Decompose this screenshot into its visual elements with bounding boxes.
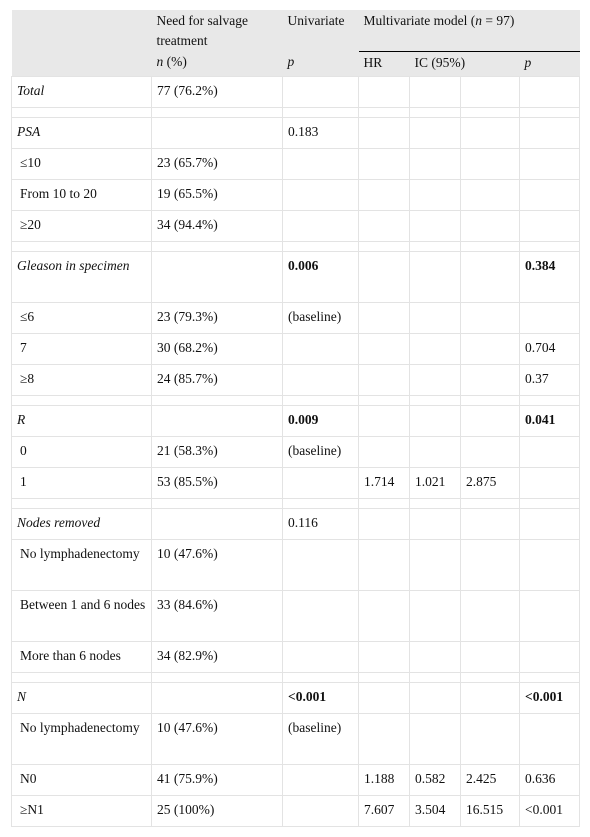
table-header [12, 10, 580, 76]
univariate-cell: 0.183 [283, 117, 359, 148]
need-cell: 41 (75.9%) [152, 764, 283, 795]
row-label: 0 [12, 436, 152, 467]
spacer-row [12, 241, 580, 251]
p-cell: 0.384 [520, 251, 580, 302]
need-cell: 19 (65.5%) [152, 179, 283, 210]
row-label: ≥N1 [12, 795, 152, 826]
table-row [12, 210, 580, 241]
table-row [12, 302, 580, 333]
table-row [12, 795, 580, 826]
p-cell: 0.704 [520, 333, 580, 364]
ci-high-cell: 2.875 [461, 467, 520, 498]
header-need-sub: n (%) [152, 51, 283, 76]
row-label: From 10 to 20 [12, 179, 152, 210]
p-cell: 0.041 [520, 405, 580, 436]
need-cell: 25 (100%) [152, 795, 283, 826]
univariate-cell: 0.009 [283, 405, 359, 436]
p-cell: <0.001 [520, 682, 580, 713]
need-cell: 23 (79.3%) [152, 302, 283, 333]
table-row [12, 467, 580, 498]
row-label: No lymphadenectomy [12, 713, 152, 764]
row-label: More than 6 nodes [12, 641, 152, 672]
row-label: N0 [12, 764, 152, 795]
header-ic: IC (95%) [410, 51, 520, 76]
table-row [12, 179, 580, 210]
table-row [12, 76, 580, 107]
ci-high-cell: 16.515 [461, 795, 520, 826]
table-row [12, 251, 580, 302]
need-cell: 77 (76.2%) [152, 76, 283, 107]
need-cell: 21 (58.3%) [152, 436, 283, 467]
table-row [12, 508, 580, 539]
table-row [12, 333, 580, 364]
spacer-row [12, 395, 580, 405]
need-cell: 53 (85.5%) [152, 467, 283, 498]
row-label: ≥20 [12, 210, 152, 241]
table-row [12, 764, 580, 795]
hr-cell: 7.607 [359, 795, 410, 826]
row-label: N [12, 682, 152, 713]
row-label: Gleason in specimen [12, 251, 152, 302]
row-label: 7 [12, 333, 152, 364]
row-label: Nodes removed [12, 508, 152, 539]
table-row [12, 641, 580, 672]
ci-high-cell: 2.425 [461, 764, 520, 795]
table-row [12, 405, 580, 436]
hr-cell: 1.714 [359, 467, 410, 498]
header-multivariate-p: p [520, 51, 580, 76]
header-hr: HR [359, 51, 410, 76]
need-cell: 10 (47.6%) [152, 539, 283, 590]
need-cell: 23 (65.7%) [152, 148, 283, 179]
row-label: R [12, 405, 152, 436]
univariate-cell: <0.001 [283, 682, 359, 713]
header-need: Need for salvage treatment [152, 10, 283, 51]
need-cell: 34 (82.9%) [152, 641, 283, 672]
need-cell: 34 (94.4%) [152, 210, 283, 241]
table-row [12, 539, 580, 590]
table-row [12, 436, 580, 467]
header-univariate-p: p [283, 51, 359, 76]
ci-low-cell: 3.504 [410, 795, 461, 826]
results-table [11, 10, 580, 827]
row-label: ≥8 [12, 364, 152, 395]
table-row [12, 148, 580, 179]
header-empty [12, 10, 152, 51]
header-multivariate: Multivariate model (n = 97) [359, 10, 580, 51]
need-cell: 33 (84.6%) [152, 590, 283, 641]
need-cell: 30 (68.2%) [152, 333, 283, 364]
univariate-cell: (baseline) [283, 436, 359, 467]
row-label: 1 [12, 467, 152, 498]
row-label: PSA [12, 117, 152, 148]
need-cell: 10 (47.6%) [152, 713, 283, 764]
univariate-cell: 0.006 [283, 251, 359, 302]
row-label: Between 1 and 6 nodes [12, 590, 152, 641]
univariate-cell: 0.116 [283, 508, 359, 539]
univariate-cell: (baseline) [283, 713, 359, 764]
p-cell: 0.37 [520, 364, 580, 395]
row-label: No lymphadenectomy [12, 539, 152, 590]
spacer-row [12, 672, 580, 682]
hr-cell: 1.188 [359, 764, 410, 795]
ci-low-cell: 0.582 [410, 764, 461, 795]
header-univariate: Univariate [283, 10, 359, 51]
header-empty-2 [12, 51, 152, 76]
need-cell: 24 (85.7%) [152, 364, 283, 395]
p-cell: <0.001 [520, 795, 580, 826]
univariate-cell: (baseline) [283, 302, 359, 333]
table-body [12, 76, 580, 826]
row-label: ≤10 [12, 148, 152, 179]
table-row [12, 590, 580, 641]
results-table-container [11, 10, 579, 827]
p-cell: 0.636 [520, 764, 580, 795]
table-row [12, 117, 580, 148]
spacer-row [12, 498, 580, 508]
table-row [12, 713, 580, 764]
ci-low-cell: 1.021 [410, 467, 461, 498]
table-row [12, 364, 580, 395]
table-row [12, 682, 580, 713]
row-label: Total [12, 76, 152, 107]
spacer-row [12, 107, 580, 117]
row-label: ≤6 [12, 302, 152, 333]
